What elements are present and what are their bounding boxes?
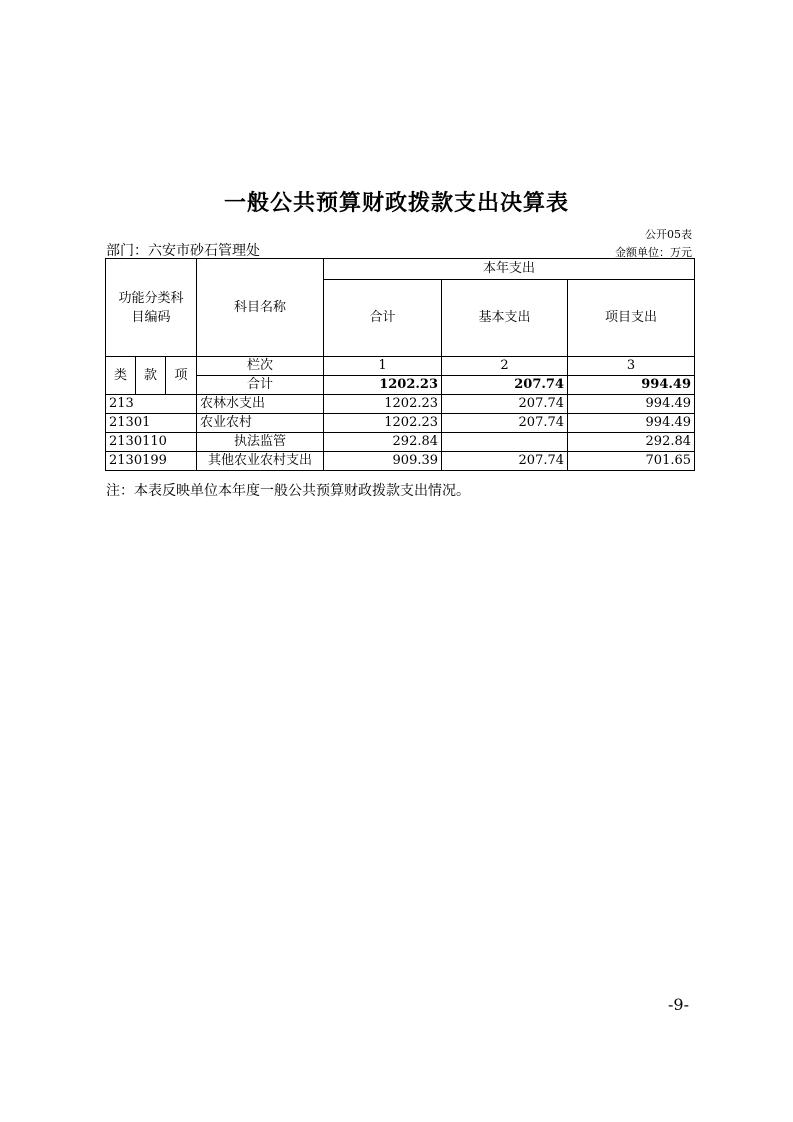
page-number: -9-: [668, 995, 689, 1014]
row-name: 农林水支出: [197, 395, 324, 414]
form-number: 公开05表: [645, 228, 692, 241]
header-xiang: 项: [166, 357, 197, 395]
header-col3: 3: [568, 357, 695, 376]
header-subject-name: 科目名称: [197, 259, 324, 357]
row-project: 994.49: [568, 414, 695, 433]
row-basic: 207.74: [442, 414, 568, 433]
table-row: [106, 433, 695, 452]
row-code: 213: [106, 395, 197, 414]
row-code: 2130110: [106, 433, 197, 452]
row-basic: [442, 433, 568, 452]
row-total: 1202.23: [324, 414, 442, 433]
header-column-order: 栏次: [197, 357, 324, 376]
total-label: 合计: [197, 376, 324, 395]
header-func-code: 功能分类科目编码: [106, 259, 197, 357]
row-name: 其他农业农村支出: [197, 452, 324, 471]
row-total: 909.39: [324, 452, 442, 471]
row-name: 执法监管: [197, 433, 324, 452]
header-kuan: 款: [136, 357, 166, 395]
row-project: 701.65: [568, 452, 695, 471]
row-code: 2130199: [106, 452, 197, 471]
department-label: 部门：六安市砂石管理处: [106, 243, 260, 259]
row-name: 农业农村: [197, 414, 324, 433]
total-amount: 1202.23: [324, 376, 442, 395]
table-row: [106, 414, 695, 433]
header-col2: 2: [442, 357, 568, 376]
page-title: 一般公共预算财政拨款支出决算表: [223, 191, 569, 216]
table-row: [106, 395, 695, 414]
row-basic: 207.74: [442, 395, 568, 414]
total-project: 994.49: [568, 376, 695, 395]
row-project: 994.49: [568, 395, 695, 414]
expense-table: [105, 258, 695, 471]
header-col1: 1: [324, 357, 442, 376]
header-current-year-expense: 本年支出: [324, 259, 695, 280]
header-lei: 类: [106, 357, 136, 395]
row-project: 292.84: [568, 433, 695, 452]
row-total: 1202.23: [324, 395, 442, 414]
row-total: 292.84: [324, 433, 442, 452]
unit-label: 金额单位：万元: [615, 246, 692, 259]
total-basic: 207.74: [442, 376, 568, 395]
header-total: 合计: [324, 280, 442, 357]
header-basic: 基本支出: [442, 280, 568, 357]
table-row: [106, 452, 695, 471]
row-basic: 207.74: [442, 452, 568, 471]
row-code: 21301: [106, 414, 197, 433]
table-note: 注：本表反映单位本年度一般公共预算财政拨款支出情况。: [106, 483, 470, 499]
header-project: 项目支出: [568, 280, 695, 357]
